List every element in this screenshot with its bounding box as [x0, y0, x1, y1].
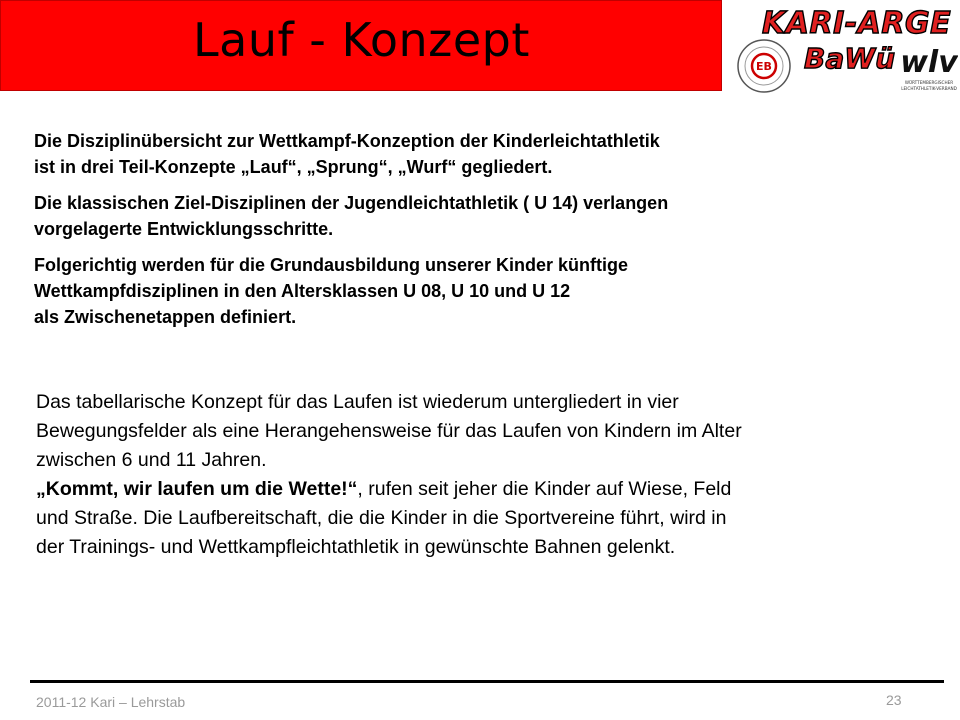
body-paragraph	[36, 388, 916, 562]
seal-icon	[736, 38, 792, 94]
footer-divider	[30, 680, 944, 683]
body-line2: Bewegungsfelder als eine Herangehensweise für das Laufen von Kindern im Alter	[36, 420, 742, 442]
intro-p1-line2: ist in drei Teil-Konzepte „Lauf“, „Sprung“, „Wurf“ gegliedert.	[34, 157, 553, 177]
body-line1: Das tabellarische Konzept für das Laufen ist wiederum untergliedert in vier	[36, 391, 679, 413]
title-bar	[0, 0, 722, 91]
intro-paragraph-1	[34, 128, 914, 180]
kari-arge-logo	[732, 0, 960, 110]
intro-p2-line2: vorgelagerte Entwicklungsschritte.	[34, 219, 334, 239]
wlv-logo-icon	[900, 38, 958, 100]
intro-p3-line2: Wettkampfdisziplinen in den Altersklassen U 08, U 10 und U 12	[34, 281, 571, 301]
intro-p1-line1: Die Disziplinübersicht zur Wettkampf-Konzeption der Kinderleichtathletik	[34, 131, 660, 151]
body-line4-rest: , rufen seit jeher die Kinder auf Wiese, Feld	[357, 478, 732, 500]
slide-title: Lauf - Konzept	[193, 13, 530, 67]
logo-text-kari-arge: KARI-ARGE	[762, 6, 952, 41]
intro-p3-line3: als Zwischenetappen definiert.	[34, 307, 297, 327]
body-text	[36, 388, 916, 562]
body-quote: „Kommt, wir laufen um die Wette!“	[36, 478, 358, 500]
intro-text	[34, 128, 914, 340]
logo-text-bawue: BaWü	[804, 42, 896, 75]
svg-text:EB: EB	[756, 60, 772, 73]
intro-p3-line1: Folgerichtig werden für die Grundausbildung unserer Kinder künftige	[34, 255, 629, 275]
svg-text:LEICHTATHLETIK-VERBAND: LEICHTATHLETIK-VERBAND	[901, 86, 957, 91]
body-line5: und Straße. Die Laufbereitschaft, die die Kinder in die Sportvereine führt, wird in	[36, 507, 727, 529]
body-line3: zwischen 6 und 11 Jahren.	[36, 449, 267, 471]
intro-paragraph-3	[34, 252, 914, 330]
svg-text:WÜRTTEMBERGISCHER: WÜRTTEMBERGISCHER	[904, 80, 954, 85]
page-number: 23	[886, 692, 902, 708]
body-line6: der Trainings- und Wettkampfleichtathletik in gewünschte Bahnen gelenkt.	[36, 536, 676, 558]
intro-paragraph-2	[34, 190, 914, 242]
intro-p2-line1: Die klassischen Ziel-Disziplinen der Jugendleichtathletik ( U 14) verlangen	[34, 193, 669, 213]
footer-credit: 2011-12 Kari – Lehrstab	[36, 694, 186, 710]
svg-text:wlv: wlv	[900, 45, 958, 80]
